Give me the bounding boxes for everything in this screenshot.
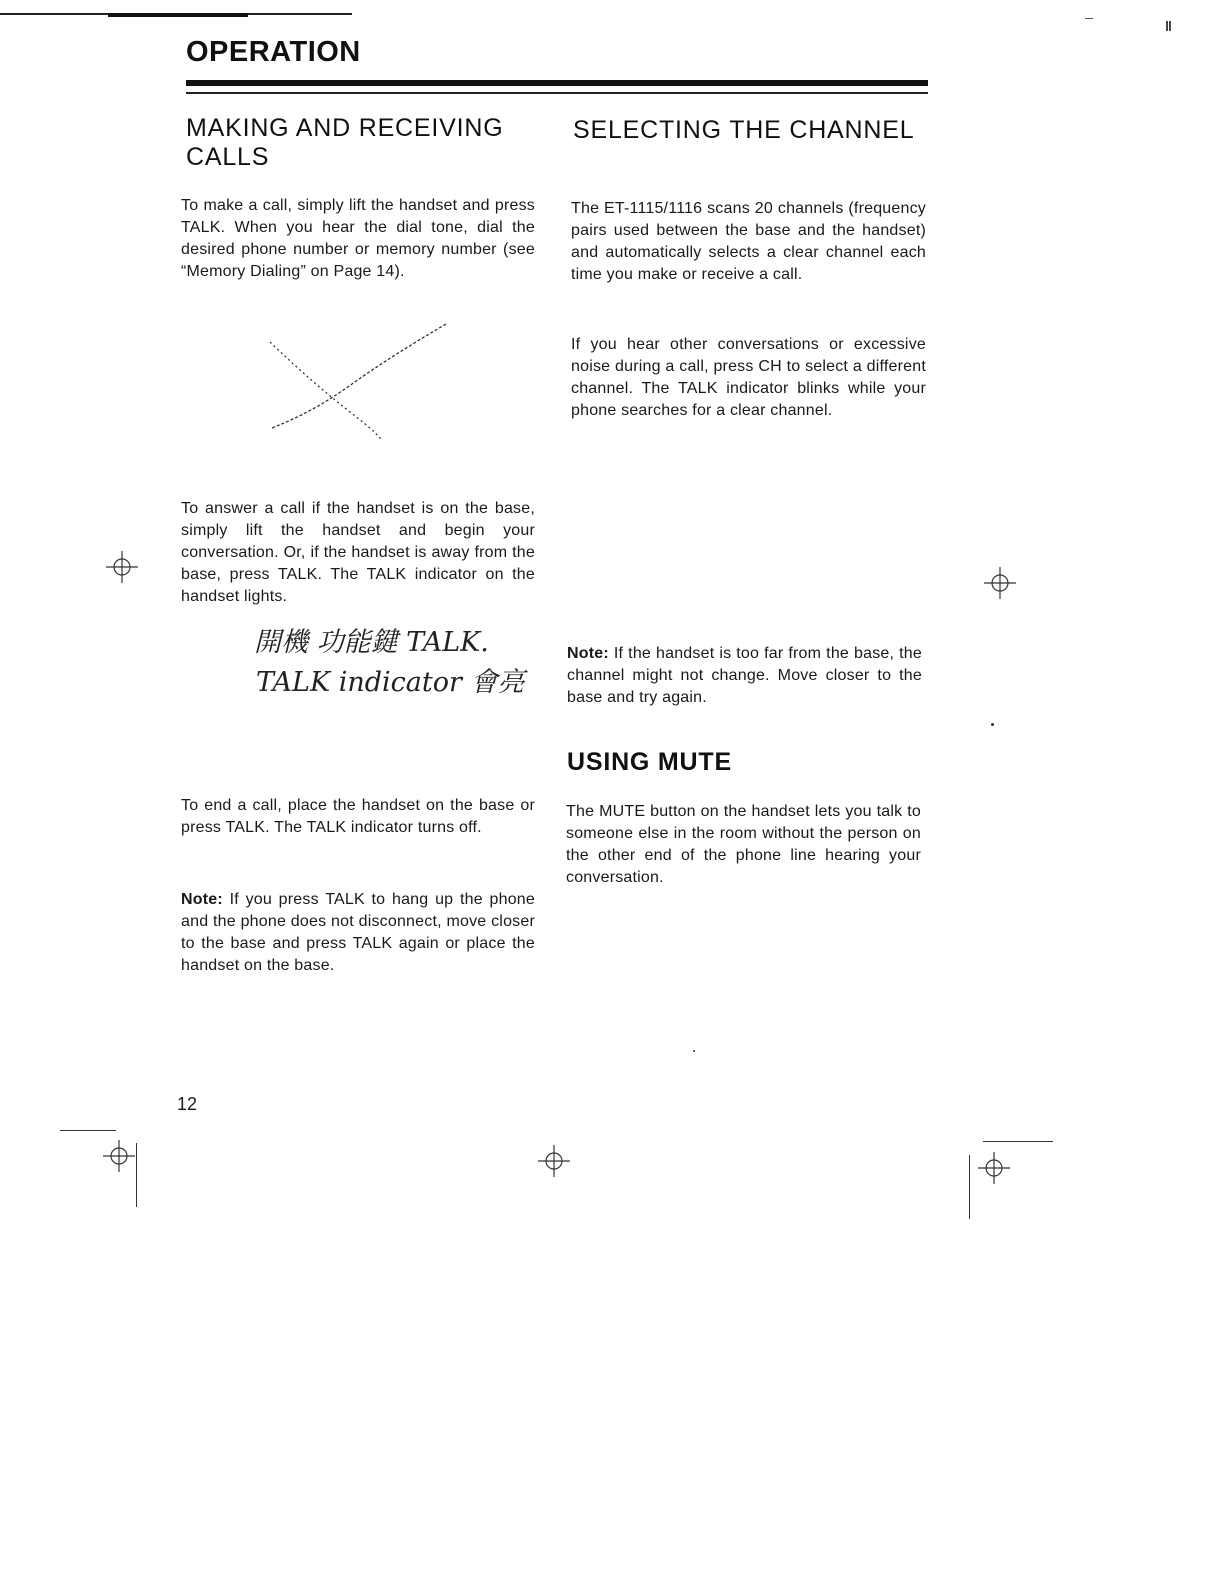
end-call-paragraph: To end a call, place the handset on the base or press TALK. The TALK indicator turns off. <box>181 797 535 836</box>
scan-dash <box>1085 18 1093 19</box>
page-number: 12 <box>177 1094 198 1114</box>
make-call-paragraph: To make a call, simply lift the handset and press TALK. When you hear the dial tone, dial the desired phone number or memory number (see “Memory Dialing” on Page 14). <box>181 197 535 280</box>
making-calls-note <box>181 889 535 977</box>
scan-speck <box>693 1050 695 1052</box>
top-right-mark: ǁ <box>1165 18 1172 34</box>
note-text: If the handset is too far from the base, the channel might not change. Move closer to the base and try again. <box>567 645 922 706</box>
using-mute-heading: USING MUTE <box>567 748 732 776</box>
crosshair-icon <box>976 1150 1012 1186</box>
mute-paragraph: The MUTE button on the handset lets you talk to someone else in the room without the person on the other end of the phone line hearing your conversation. <box>566 803 921 886</box>
crosshair-icon <box>982 565 1018 601</box>
note-text: If you press TALK to hang up the phone and the phone does not disconnect, move closer to the base and press TALK again or place the handset on the base. <box>181 891 535 974</box>
scan-edge-line-thick <box>108 13 248 17</box>
selecting-channel-heading: SELECTING THE CHANNEL <box>573 116 915 144</box>
crop-line <box>983 1141 1053 1142</box>
handwritten-note-line-2: TALK indicator 會亮 <box>256 667 525 698</box>
crop-line <box>136 1143 137 1207</box>
crop-line <box>969 1155 970 1219</box>
handwritten-note-line-1: 開機 功能鍵 TALK. <box>254 627 489 658</box>
crosshair-icon <box>104 549 140 585</box>
selecting-channel-note <box>567 643 922 709</box>
header-rule-thick <box>186 80 928 86</box>
scan-speck <box>991 723 994 726</box>
crosshair-icon <box>101 1138 137 1174</box>
crosshair-icon <box>536 1143 572 1179</box>
note-label: Note: <box>181 891 223 908</box>
note-label: Note: <box>567 645 609 662</box>
making-calls-heading: MAKING AND RECEIVING CALLS <box>186 114 504 171</box>
section-title: OPERATION <box>186 36 361 68</box>
crop-line <box>60 1130 116 1131</box>
handwritten-cross-mark <box>262 320 452 445</box>
header-rule-thin <box>186 92 928 94</box>
answer-call-paragraph: To answer a call if the handset is on the base, simply lift the handset and begin your conversation. Or, if the handset is away from the base, press TALK. The TALK indicator on the handset lights. <box>181 500 535 605</box>
channel-scan-paragraph: The ET-1115/1116 scans 20 channels (frequency pairs used between the base and the handset) and automatically selects a clear channel each time you make or receive a call. <box>571 200 926 283</box>
channel-noise-paragraph: If you hear other conversations or excessive noise during a call, press CH to select a different channel. The TALK indicator blinks while your phone searches for a clear channel. <box>571 336 926 419</box>
